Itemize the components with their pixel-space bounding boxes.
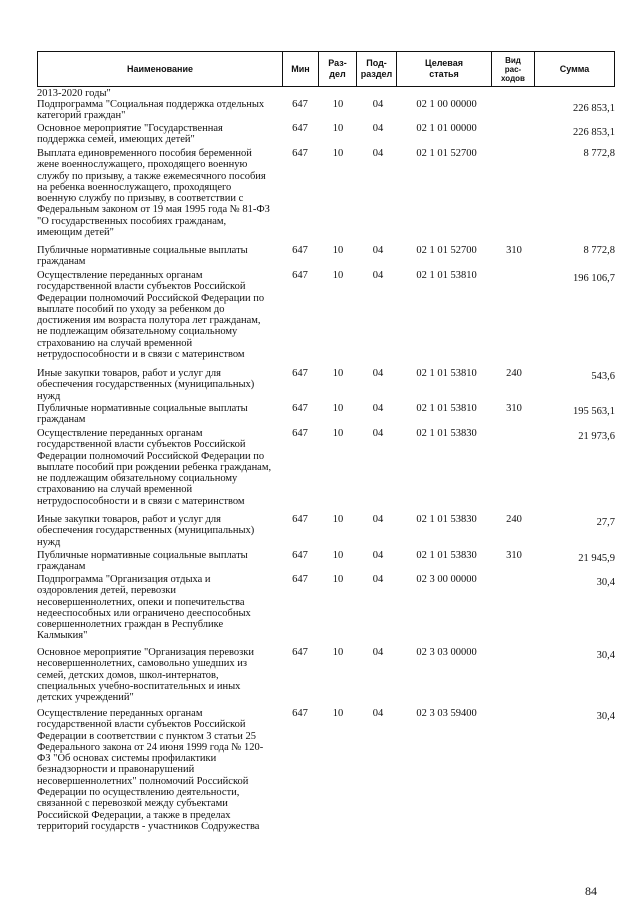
row-min: 647 — [292, 514, 308, 525]
row-podrazdel: 04 — [372, 403, 384, 414]
row-celevaya: 02 1 01 53830 — [416, 428, 477, 439]
row-sum: 30,4 — [596, 650, 615, 661]
header-min: Мин — [283, 52, 319, 87]
row-podrazdel: 04 — [372, 708, 384, 719]
row-min: 647 — [292, 368, 308, 379]
row-vid: 310 — [506, 403, 522, 414]
row-razdel: 10 — [332, 403, 344, 414]
row-razdel: 10 — [332, 428, 344, 439]
row-podrazdel: 04 — [372, 514, 384, 525]
row-celevaya: 02 3 00 00000 — [416, 574, 477, 585]
row-min: 647 — [292, 428, 308, 439]
row-name: Подпрограмма "Социальная поддержка отдельных категорий граждан" — [37, 99, 265, 122]
row-razdel: 10 — [332, 245, 344, 256]
row-podrazdel: 04 — [372, 574, 384, 585]
row-celevaya: 02 1 01 53810 — [416, 270, 477, 281]
row-celevaya: 02 1 01 53830 — [416, 514, 477, 525]
row-sum: 8 772,8 — [583, 148, 615, 159]
row-celevaya: 02 1 01 53810 — [416, 403, 477, 414]
row-name: Публичные нормативные социальные выплаты гражданам — [37, 403, 248, 426]
row-name: 2013-2020 годы" — [37, 88, 111, 99]
row-sum: 226 853,1 — [573, 103, 615, 114]
table-row — [37, 550, 614, 574]
table-row — [37, 123, 614, 148]
row-razdel: 10 — [332, 270, 344, 281]
row-podrazdel: 04 — [372, 647, 384, 658]
row-podrazdel: 04 — [372, 368, 384, 379]
table-row — [37, 708, 614, 853]
row-celevaya: 02 1 01 53830 — [416, 550, 477, 561]
table-row — [37, 99, 614, 123]
row-name: Публичные нормативные социальные выплаты гражданам — [37, 550, 248, 573]
row-name: Подпрограмма "Организация отдыха и оздоровления детей, перевозки несовершеннолетних, опеки и попечительства недееспособных или ограничено дееспособных совершеннолетних граждан в Республике Калмыкия" — [37, 574, 251, 642]
row-vid: 310 — [506, 550, 522, 561]
row-sum: 195 563,1 — [573, 406, 615, 417]
row-min: 647 — [292, 270, 308, 281]
header-vid: Вид рас- ходов — [492, 52, 535, 87]
row-sum: 21 945,9 — [578, 553, 615, 564]
row-vid: 240 — [506, 368, 522, 379]
row-podrazdel: 04 — [372, 428, 384, 439]
row-min: 647 — [292, 403, 308, 414]
row-sum: 21 973,6 — [578, 431, 615, 442]
row-podrazdel: 04 — [372, 123, 384, 134]
row-name: Осуществление переданных органам государственной власти субъектов Российской Федерации в соответствии с пунктом 3 статьи 25 Федерального закона от 24 июня 1999 года № 120-ФЗ "Об основах системы профилактики безнадзорности и правонарушений несовершеннолетних" полномочий Российской Федерации по осуществлению деятельности, связанной с перевозкой между субъектами Российской Федерации, а также в пределах территорий государств - участников Содружества — [37, 708, 264, 832]
row-sum: 226 853,1 — [573, 127, 615, 138]
row-podrazdel: 04 — [372, 270, 384, 281]
row-name: Иные закупки товаров, работ и услуг для обеспечения государственных (муниципальных) нужд — [37, 368, 255, 402]
row-name: Иные закупки товаров, работ и услуг для обеспечения государственных (муниципальных) нужд — [37, 514, 255, 548]
table-row — [37, 245, 614, 270]
row-celevaya: 02 1 01 00000 — [416, 123, 477, 134]
table-row — [37, 403, 614, 428]
row-name: Публичные нормативные социальные выплаты гражданам — [37, 245, 248, 268]
row-razdel: 10 — [332, 148, 344, 159]
row-celevaya: 02 3 03 59400 — [416, 708, 477, 719]
row-razdel: 10 — [332, 708, 344, 719]
table-row — [37, 368, 614, 403]
header-summa: Сумма — [535, 52, 615, 87]
row-min: 647 — [292, 708, 308, 719]
row-name: Осуществление переданных органам государственной власти субъектов Российской Федерации полномочий Российской Федерации по выплате пособий по уходу за ребенком до достижения им возраста полутора лет гражданам, не подлежащим обязательному социальному страхованию на случай временной нетрудоспособности и в связи с материнством — [37, 270, 265, 361]
row-min: 647 — [292, 647, 308, 658]
table-row — [37, 148, 614, 245]
row-vid: 310 — [506, 245, 522, 256]
row-name: Основное мероприятие "Организация перевозки несовершеннолетних, самовольно ушедших из семей, детских домов, школ-интернатов, специальных учебно-воспитательных и иных детских учреждений" — [37, 647, 254, 704]
row-celevaya: 02 1 01 53810 — [416, 368, 477, 379]
table-header — [37, 51, 615, 87]
row-min: 647 — [292, 574, 308, 585]
row-razdel: 10 — [332, 368, 344, 379]
row-min: 647 — [292, 550, 308, 561]
row-name: Основное мероприятие "Государственная поддержка семей, имеющих детей" — [37, 123, 223, 146]
row-celevaya: 02 3 03 00000 — [416, 647, 477, 658]
row-razdel: 10 — [332, 574, 344, 585]
row-celevaya: 02 1 00 00000 — [416, 99, 477, 110]
row-sum: 30,4 — [596, 711, 615, 722]
row-name: Осуществление переданных органам государственной власти субъектов Российской Федерации полномочий Российской Федерации по выплате пособий при рождении ребенка гражданам, не подлежащим обязательному социальному страхованию на случай временной нетрудоспособности и в связи с материнством — [37, 428, 272, 507]
row-min: 647 — [292, 99, 308, 110]
row-sum: 30,4 — [596, 577, 615, 588]
header-celevaya: Целевая статья — [397, 52, 492, 87]
row-min: 647 — [292, 148, 308, 159]
row-razdel: 10 — [332, 99, 344, 110]
row-celevaya: 02 1 01 52700 — [416, 148, 477, 159]
row-vid: 240 — [506, 514, 522, 525]
row-min: 647 — [292, 245, 308, 256]
header-name: Наименование — [38, 52, 283, 87]
header-podrazdel: Под- раздел — [357, 52, 397, 87]
row-podrazdel: 04 — [372, 148, 384, 159]
row-name: Выплата единовременного пособия беременной жене военнослужащего, проходящего военную службу по призыву, а также ежемесячного пособия на ребенка военнослужащего, проходящего военную службу по призыву, в соответствии с Федеральным законом от 19 мая 1995 года № 81-ФЗ "О государственных пособиях гражданам, имеющим детей" — [37, 148, 270, 239]
header-razdel: Раз- дел — [319, 52, 357, 87]
row-podrazdel: 04 — [372, 245, 384, 256]
row-razdel: 10 — [332, 550, 344, 561]
row-podrazdel: 04 — [372, 550, 384, 561]
table-row — [37, 270, 614, 368]
table-row — [37, 88, 614, 99]
row-sum: 8 772,8 — [583, 245, 615, 256]
table-row — [37, 574, 614, 647]
row-celevaya: 02 1 01 52700 — [416, 245, 477, 256]
row-min: 647 — [292, 123, 308, 134]
row-sum: 196 106,7 — [573, 273, 615, 284]
page-number: 84 — [585, 884, 597, 898]
table-row — [37, 647, 614, 708]
table-row — [37, 428, 614, 514]
row-razdel: 10 — [332, 514, 344, 525]
row-sum: 27,7 — [596, 517, 615, 528]
row-razdel: 10 — [332, 123, 344, 134]
row-razdel: 10 — [332, 647, 344, 658]
row-podrazdel: 04 — [372, 99, 384, 110]
table-body — [37, 88, 614, 853]
table-row — [37, 514, 614, 550]
row-sum: 543,6 — [591, 371, 615, 382]
